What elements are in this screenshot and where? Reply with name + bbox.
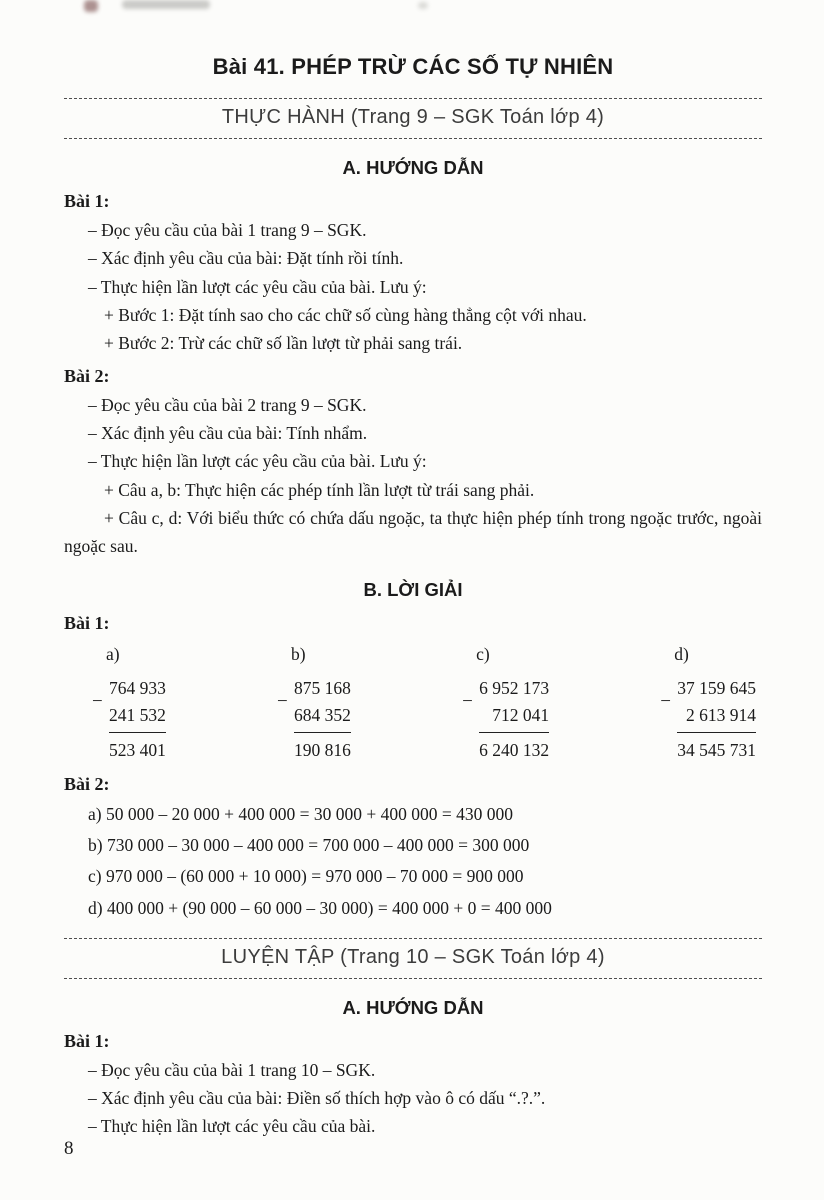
part-label: c)	[476, 643, 490, 664]
subtraction-stack	[277, 675, 351, 764]
instruction-line: – Đọc yêu cầu của bài 1 trang 9 – SGK.	[88, 220, 367, 240]
instruction-line: – Thực hiện lần lượt các yêu cầu của bài. Lưu ý:	[88, 276, 427, 297]
difference: 190 816	[294, 740, 351, 761]
exercise2-label: Bài 2:	[64, 365, 110, 386]
difference: 6 240 132	[479, 740, 550, 761]
exercises-exercise1-label: Bài 1:	[64, 1030, 110, 1051]
practice-section-header: THỰC HÀNH (Trang 9 – SGK Toán lớp 4)	[221, 106, 605, 128]
instruction-line: + Câu c, d: Với biểu thức có chứa dấu ngoặc, ta thực hiện phép tính trong ngoặc trước, ngoài ngoặc sau.	[64, 508, 762, 557]
instruction-line: – Xác định yêu cầu của bài: Đặt tính rồi tính.	[88, 248, 404, 269]
minus-sign: −	[277, 690, 288, 712]
subtraction-problems	[64, 638, 762, 764]
equation-line: b) 730 000 – 30 000 – 400 000 = 700 000 – 400 000 = 300 000	[88, 835, 530, 856]
minus-sign: −	[92, 690, 103, 712]
instruction-line: + Câu a, b: Thực hiện các phép tính lần lượt từ trái sang phải.	[104, 479, 535, 500]
instruction-line: + Bước 1: Đặt tính sao cho các chữ số cùng hàng thẳng cột với nhau.	[104, 305, 587, 326]
equation-line: d) 400 000 + (90 000 – 60 000 – 30 000) = 400 000 + 0 = 400 000	[88, 897, 552, 918]
dashed-divider	[64, 138, 762, 139]
equation-line: c) 970 000 – (60 000 + 10 000) = 970 000 – 70 000 = 900 000	[88, 866, 524, 887]
exercise1-label: Bài 1:	[64, 191, 110, 211]
subtrahend: 241 532	[109, 702, 166, 733]
subtraction-problem-b	[277, 644, 351, 764]
minuend: 875 168	[294, 677, 351, 698]
subtrahend: 2 613 914	[677, 702, 756, 733]
scan-artifact	[84, 0, 98, 12]
difference: 34 545 731	[677, 740, 756, 761]
subtrahend: 712 041	[479, 702, 549, 733]
guide-heading-exercises: A. HƯỚNG DẪN	[342, 996, 484, 1018]
subtrahend: 684 352	[294, 702, 351, 733]
lesson-title: Bài 41. PHÉP TRỪ CÁC SỐ TỰ NHIÊN	[212, 54, 614, 79]
instruction-line: – Thực hiện lần lượt các yêu cầu của bài. Lưu ý:	[88, 451, 427, 472]
minuend: 6 952 173	[479, 677, 550, 698]
instruction-line: + Bước 2: Trừ các chữ số lần lượt từ phải sang trái.	[104, 333, 463, 354]
instruction-line: – Xác định yêu cầu của bài: Tính nhẩm.	[88, 423, 368, 444]
guide-heading-practice: A. HƯỚNG DẪN	[342, 157, 484, 178]
subtraction-stack	[462, 675, 549, 764]
part-label: a)	[106, 643, 120, 664]
instruction-line: – Xác định yêu cầu của bài: Điền số thích hợp vào ô có dấu “.?.”.	[88, 1088, 546, 1109]
dashed-divider	[64, 978, 762, 979]
part-label: d)	[674, 643, 689, 664]
subtraction-stack	[660, 675, 756, 764]
minus-sign: −	[462, 690, 473, 712]
subtraction-problem-a	[92, 644, 166, 764]
instruction-line: – Đọc yêu cầu của bài 1 trang 10 – SGK.	[88, 1059, 376, 1080]
part-label: b)	[291, 643, 306, 664]
equation-line: a) 50 000 – 20 000 + 400 000 = 30 000 + 400 000 = 430 000	[88, 804, 513, 825]
minuend: 764 933	[109, 677, 166, 698]
subtraction-stack	[92, 675, 166, 764]
minuend: 37 159 645	[677, 677, 756, 698]
solution-exercise1-label: Bài 1:	[64, 612, 110, 633]
solution-exercise2-label: Bài 2:	[64, 774, 110, 795]
solution-heading: B. LỜI GIẢI	[363, 578, 463, 600]
exercises-section-header: LUYỆN TẬP (Trang 10 – SGK Toán lớp 4)	[221, 945, 605, 968]
subtraction-problem-d	[660, 644, 756, 764]
scan-artifact	[418, 2, 428, 9]
minus-sign: −	[660, 690, 671, 712]
difference: 523 401	[109, 740, 166, 761]
subtraction-problem-c	[462, 644, 549, 764]
page-number: 8	[64, 1138, 74, 1159]
scan-artifact	[122, 0, 210, 9]
instruction-line: – Đọc yêu cầu của bài 2 trang 9 – SGK.	[88, 394, 367, 415]
instruction-line: – Thực hiện lần lượt các yêu cầu của bài.	[88, 1116, 376, 1137]
